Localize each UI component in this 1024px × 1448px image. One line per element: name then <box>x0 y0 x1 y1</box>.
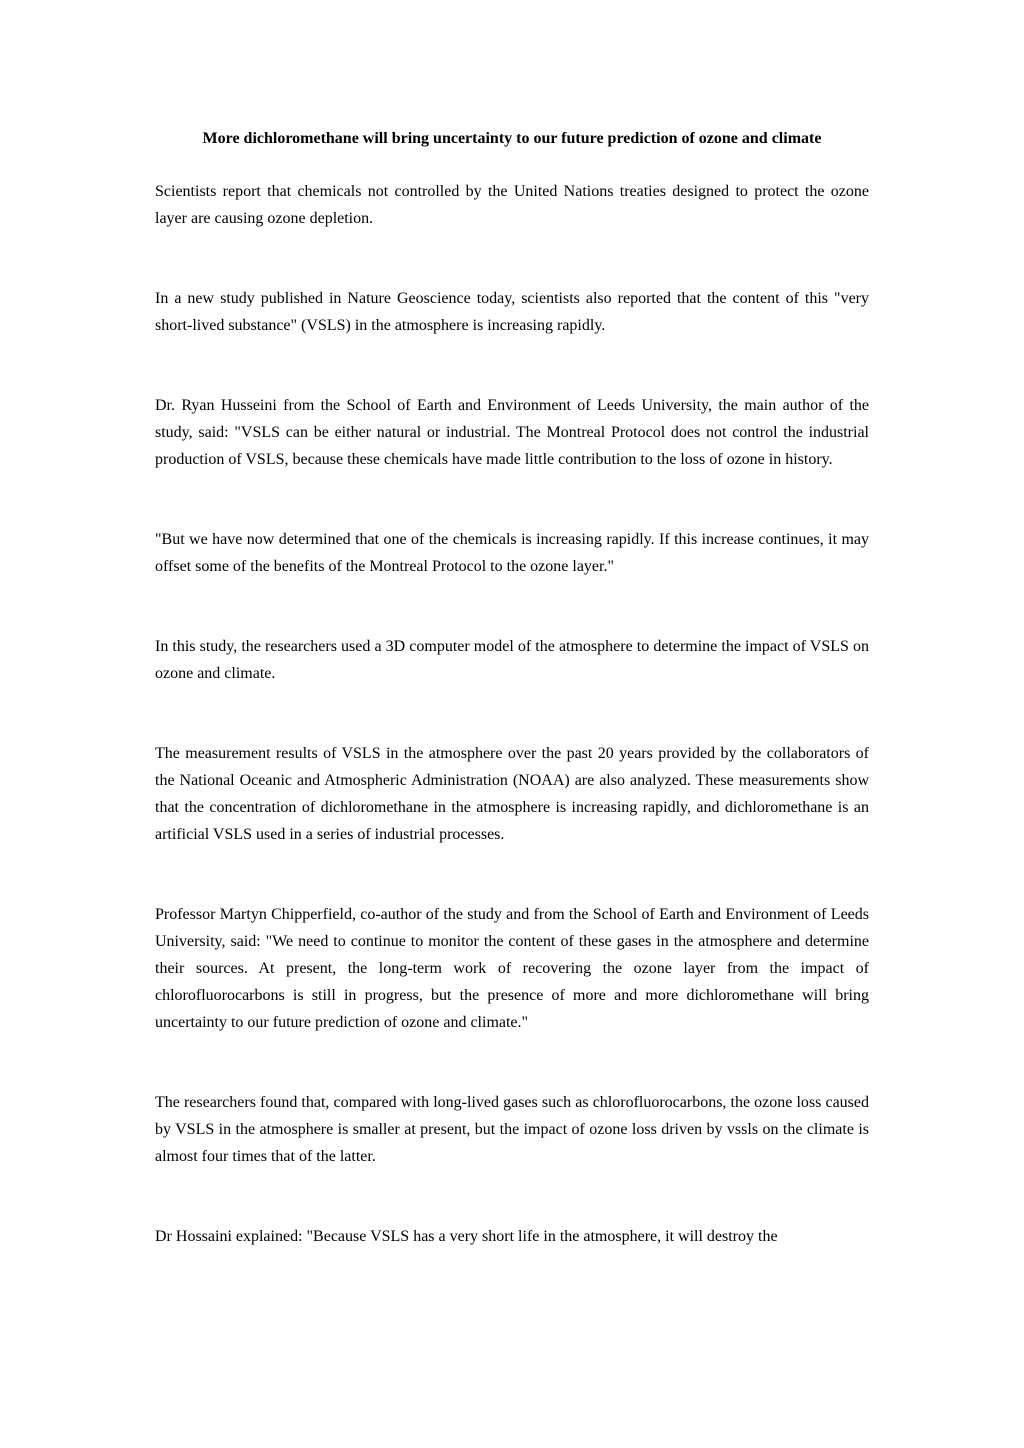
document-page <box>155 125 869 1250</box>
paragraph-3: Dr. Ryan Husseini from the School of Earth and Environment of Leeds University, the main author of the study, said: "VSLS can be either natural or industrial. The Montreal Protocol does not control the industrial production of VSLS, because these chemicals have made little contribution to the loss of ozone in history. <box>155 397 869 468</box>
paragraph-9: Dr Hossaini explained: "Because VSLS has a very short life in the atmosphere, it will destroy the <box>155 1228 778 1245</box>
document-title: More dichloromethane will bring uncertainty to our future prediction of ozone and climate <box>202 130 822 147</box>
paragraph-1: Scientists report that chemicals not controlled by the United Nations treaties designed to protect the ozone layer are causing ozone depletion. <box>155 183 869 227</box>
paragraph-5: In this study, the researchers used a 3D computer model of the atmosphere to determine the impact of VSLS on ozone and climate. <box>155 638 869 682</box>
paragraph-7: Professor Martyn Chipperfield, co-author of the study and from the School of Earth and Environment of Leeds University, said: "We need to continue to monitor the content of these gases in the atmosphere and determine their sources. At present, the long-term work of recovering the ozone layer from the impact of chlorofluorocarbons is still in progress, but the presence of more and more dichloromethane will bring uncertainty to our future prediction of ozone and climate." <box>155 906 869 1031</box>
paragraph-2: In a new study published in Nature Geoscience today, scientists also reported that the content of this "very short-lived substance" (VSLS) in the atmosphere is increasing rapidly. <box>155 290 869 334</box>
paragraph-spacer <box>155 580 869 633</box>
paragraph-spacer <box>155 1036 869 1089</box>
paragraph-8: The researchers found that, compared with long-lived gases such as chlorofluorocarbons, the ozone loss caused by VSLS in the atmosphere is smaller at present, but the impact of ozone loss driven by vssls on the climate is almost four times that of the latter. <box>155 1094 869 1165</box>
paragraph-4: "But we have now determined that one of the chemicals is increasing rapidly. If this increase continues, it may offset some of the benefits of the Montreal Protocol to the ozone layer." <box>155 531 869 575</box>
paragraph-spacer <box>155 339 869 392</box>
paragraph-spacer <box>155 232 869 285</box>
paragraph-spacer <box>155 687 869 740</box>
paragraph-spacer <box>155 848 869 901</box>
paragraph-6: The measurement results of VSLS in the atmosphere over the past 20 years provided by the collaborators of the National Oceanic and Atmospheric Administration (NOAA) are also analyzed. These measurements show that the concentration of dichloromethane in the atmosphere is increasing rapidly, and dichloromethane is an artificial VSLS used in a series of industrial processes. <box>155 745 869 843</box>
paragraph-spacer <box>155 473 869 526</box>
paragraph-spacer <box>155 1170 869 1223</box>
